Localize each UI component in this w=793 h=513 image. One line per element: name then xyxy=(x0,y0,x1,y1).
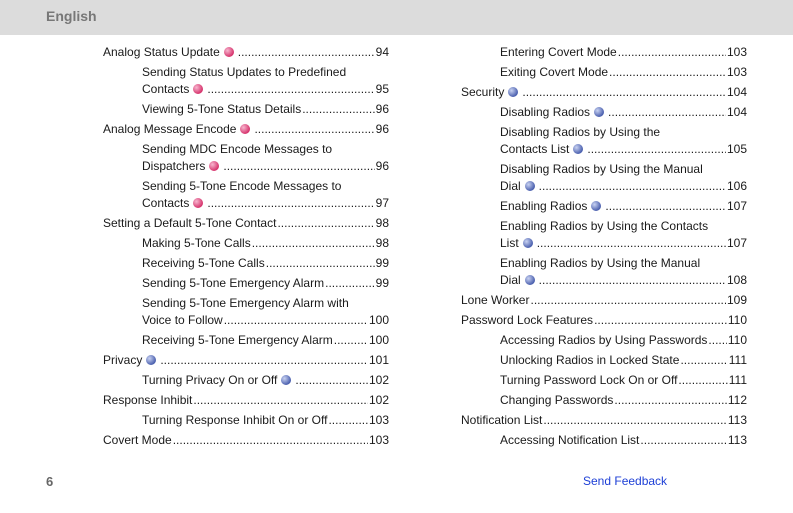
toc-entry[interactable] xyxy=(461,64,747,81)
toc-page-number: 112 xyxy=(727,393,747,407)
toc-entry[interactable] xyxy=(103,275,389,292)
toc-entry-title-line1: Enabling Radios by Using the Contacts xyxy=(500,219,709,233)
toc-entry-text: Setting a Default 5-Tone Contact xyxy=(103,216,277,230)
toc-entry[interactable] xyxy=(461,312,747,329)
toc-entry-title xyxy=(500,198,604,215)
blue-feature-icon xyxy=(591,201,601,211)
toc-entry-title-line1: Sending 5-Tone Encode Messages to xyxy=(142,179,342,193)
toc-entry-text: Response Inhibit xyxy=(103,393,193,407)
toc-page-number: 94 xyxy=(375,45,389,59)
toc-entry-text: Voice to Follow xyxy=(142,313,223,327)
toc-entry-title xyxy=(142,235,251,252)
toc-entry-text: List xyxy=(500,236,519,250)
blue-feature-icon xyxy=(525,181,535,191)
toc-entry-text: Security xyxy=(461,85,505,99)
toc-entry-title xyxy=(500,372,677,389)
page-number: 6 xyxy=(46,474,54,489)
toc-page-number: 103 xyxy=(726,45,747,59)
toc-entry-text: Unlocking Radios in Locked State xyxy=(500,353,680,367)
dot-leader xyxy=(295,372,368,389)
toc-page-number: 113 xyxy=(727,433,747,447)
toc-entry-title xyxy=(500,104,607,121)
blue-feature-icon xyxy=(525,275,535,285)
toc-entry-text: Viewing 5-Tone Status Details xyxy=(142,102,302,116)
toc-entry[interactable] xyxy=(103,178,389,212)
blue-feature-icon xyxy=(508,87,518,97)
toc-entry-title xyxy=(500,432,639,449)
dot-leader xyxy=(680,352,727,369)
toc-page-number: 103 xyxy=(368,433,389,447)
toc-page-number: 96 xyxy=(375,159,389,173)
dot-leader xyxy=(252,235,375,252)
toc-page-number: 102 xyxy=(368,373,389,387)
toc-entry-text: Enabling Radios xyxy=(500,199,588,213)
toc-entry-title xyxy=(461,412,542,429)
toc-entry[interactable] xyxy=(103,255,389,272)
toc-entry-title-line1: Sending MDC Encode Messages to xyxy=(142,142,333,156)
toc-entry-text: Turning Privacy On or Off xyxy=(142,373,278,387)
toc-entry-text: Dial xyxy=(500,273,521,287)
send-feedback-link[interactable]: Send Feedback xyxy=(583,474,668,488)
toc-entry[interactable] xyxy=(103,412,389,429)
toc-entry-text: Disabling Radios xyxy=(500,105,591,119)
dot-leader xyxy=(207,195,374,212)
toc-page-number: 105 xyxy=(726,142,747,156)
toc-entry[interactable] xyxy=(461,218,747,252)
dot-leader xyxy=(543,412,726,429)
toc-entry-title xyxy=(142,158,222,175)
toc-entry[interactable] xyxy=(103,44,389,61)
toc-entry-title xyxy=(142,255,265,272)
toc-column-left xyxy=(103,44,389,452)
toc-entry-text: Making 5-Tone Calls xyxy=(142,236,251,250)
dot-leader xyxy=(254,121,374,138)
toc-page-number: 108 xyxy=(726,273,747,287)
toc-entry[interactable] xyxy=(461,292,747,309)
toc-entry-title xyxy=(142,412,327,429)
toc-entry[interactable] xyxy=(103,121,389,138)
toc-entry-title xyxy=(103,44,237,61)
dot-leader xyxy=(522,84,726,101)
toc-entry-text: Accessing Notification List xyxy=(500,433,640,447)
toc-entry-title xyxy=(500,235,536,252)
dot-leader xyxy=(223,158,374,175)
toc-entry-text: Dial xyxy=(500,179,521,193)
toc-entry[interactable] xyxy=(461,198,747,215)
dot-leader xyxy=(277,215,374,232)
dot-leader xyxy=(160,352,368,369)
toc-page-number: 103 xyxy=(368,413,389,427)
toc-entry[interactable] xyxy=(461,432,747,449)
toc-page-number: 107 xyxy=(726,236,747,250)
toc-entry-title xyxy=(142,312,223,329)
toc-entry-text: Sending 5-Tone Emergency Alarm xyxy=(142,276,325,290)
toc-entry-title xyxy=(461,312,593,329)
toc-entry[interactable] xyxy=(461,255,747,289)
toc-page-number: 99 xyxy=(375,256,389,270)
toc-entry-text: Contacts xyxy=(142,196,190,210)
dot-leader xyxy=(537,235,726,252)
toc-page-number: 96 xyxy=(375,122,389,136)
pink-feature-icon xyxy=(209,161,219,171)
toc-page-number: 100 xyxy=(368,333,389,347)
toc-entry[interactable] xyxy=(103,235,389,252)
toc-entry[interactable] xyxy=(103,295,389,329)
toc-entry[interactable] xyxy=(103,432,389,449)
toc-entry-title xyxy=(461,84,521,101)
toc-entry[interactable] xyxy=(461,372,747,389)
toc-page-number: 106 xyxy=(726,179,747,193)
toc-page-number: 103 xyxy=(726,65,747,79)
toc-page-number: 109 xyxy=(726,293,747,307)
toc-entry-text: Contacts xyxy=(142,82,190,96)
toc-entry-title-line1: Sending Status Updates to Predefined xyxy=(142,65,347,79)
toc-entry-text: Exiting Covert Mode xyxy=(500,65,609,79)
dot-leader xyxy=(193,392,368,409)
language-label: English xyxy=(46,8,97,24)
blue-feature-icon xyxy=(594,107,604,117)
dot-leader xyxy=(325,275,375,292)
blue-feature-icon xyxy=(523,238,533,248)
toc-entry[interactable] xyxy=(461,392,747,409)
toc-column-right xyxy=(461,44,747,452)
toc-page-number: 97 xyxy=(375,196,389,210)
toc-entry-title xyxy=(500,272,538,289)
toc-entry-text: Notification List xyxy=(461,413,543,427)
pink-feature-icon xyxy=(240,124,250,134)
dot-leader xyxy=(608,104,726,121)
toc-entry-text: Dispatchers xyxy=(142,159,206,173)
toc-entry-title xyxy=(142,101,301,118)
toc-page-number: 104 xyxy=(726,85,747,99)
toc-entry-text: Turning Response Inhibit On or Off xyxy=(142,413,328,427)
pink-feature-icon xyxy=(224,47,234,57)
pink-feature-icon xyxy=(193,84,203,94)
toc-entry[interactable] xyxy=(103,141,389,175)
toc-entry-title xyxy=(500,352,679,369)
toc-entry-title-line1: Disabling Radios by Using the xyxy=(500,125,661,139)
toc-page-number: 110 xyxy=(727,333,747,347)
toc-page-number: 96 xyxy=(375,102,389,116)
toc-entry-title xyxy=(500,332,707,349)
toc-entry-title xyxy=(142,372,294,389)
dot-leader xyxy=(207,81,374,98)
toc-page-number: 111 xyxy=(728,373,747,387)
toc-entry-title-line1: Enabling Radios by Using the Manual xyxy=(500,256,701,270)
dot-leader xyxy=(587,141,726,158)
toc-entry-text: Accessing Radios by Using Passwords xyxy=(500,333,708,347)
dot-leader xyxy=(614,392,726,409)
toc-entry-text: Entering Covert Mode xyxy=(500,45,617,59)
toc-entry-title xyxy=(461,292,529,309)
toc-entry[interactable] xyxy=(461,44,747,61)
toc-entry[interactable] xyxy=(103,64,389,98)
toc-page-number: 104 xyxy=(726,105,747,119)
toc-entry[interactable] xyxy=(461,352,747,369)
dot-leader xyxy=(640,432,726,449)
toc-entry-text: Contacts List xyxy=(500,142,570,156)
toc-entry-title-line1: Disabling Radios by Using the Manual xyxy=(500,162,703,176)
blue-feature-icon xyxy=(573,144,583,154)
toc-entry[interactable] xyxy=(103,332,389,349)
toc-entry-title xyxy=(142,275,324,292)
dot-leader xyxy=(328,412,368,429)
toc-entry-text: Privacy xyxy=(103,353,143,367)
toc-entry-title xyxy=(103,432,172,449)
toc-entry-title xyxy=(142,81,206,98)
toc-entry-title xyxy=(103,352,159,369)
toc-entry-text: Turning Password Lock On or Off xyxy=(500,373,678,387)
toc-entry-text: Analog Message Encode xyxy=(103,122,237,136)
toc-page-number: 98 xyxy=(375,216,389,230)
toc-entry[interactable] xyxy=(103,101,389,118)
dot-leader xyxy=(678,372,727,389)
toc-entry[interactable] xyxy=(461,161,747,195)
toc-entry[interactable] xyxy=(461,332,747,349)
pink-feature-icon xyxy=(193,198,203,208)
toc-entry[interactable] xyxy=(103,352,389,369)
toc-entry-text: Lone Worker xyxy=(461,293,530,307)
toc-entry-text: Analog Status Update xyxy=(103,45,220,59)
toc-entry-text: Password Lock Features xyxy=(461,313,594,327)
toc-page-number: 110 xyxy=(727,313,747,327)
toc-entry[interactable] xyxy=(461,124,747,158)
toc-page-number: 100 xyxy=(368,313,389,327)
dot-leader xyxy=(594,312,727,329)
toc-entry-title xyxy=(103,392,192,409)
dot-leader xyxy=(609,64,726,81)
dot-leader xyxy=(539,178,726,195)
toc-entry-title xyxy=(142,195,206,212)
dot-leader xyxy=(618,44,726,61)
toc-page-number: 111 xyxy=(728,353,747,367)
toc-entry-title xyxy=(500,44,617,61)
toc-entry-title-line1: Sending 5-Tone Emergency Alarm with xyxy=(142,296,349,310)
blue-feature-icon xyxy=(281,375,291,385)
toc-entry-text: Receiving 5-Tone Emergency Alarm xyxy=(142,333,333,347)
dot-leader xyxy=(708,332,726,349)
toc-entry[interactable] xyxy=(461,412,747,429)
dot-leader xyxy=(605,198,726,215)
toc-entry-text: Changing Passwords xyxy=(500,393,614,407)
dot-leader xyxy=(539,272,726,289)
dot-leader xyxy=(530,292,725,309)
toc-entry-title xyxy=(500,141,586,158)
toc-page-number: 107 xyxy=(726,199,747,213)
toc-entry-title xyxy=(103,215,276,232)
toc-entry-title xyxy=(500,64,608,81)
toc-entry[interactable] xyxy=(461,84,747,101)
toc-page-number: 102 xyxy=(368,393,389,407)
toc-page-number: 113 xyxy=(727,413,747,427)
toc-entry-text: Receiving 5-Tone Calls xyxy=(142,256,265,270)
toc-entry[interactable] xyxy=(103,372,389,389)
dot-leader xyxy=(238,44,375,61)
toc-page-number: 98 xyxy=(375,236,389,250)
toc-entry-text: Covert Mode xyxy=(103,433,172,447)
dot-leader xyxy=(266,255,375,272)
toc-page-number: 95 xyxy=(375,82,389,96)
page-header xyxy=(0,0,793,35)
toc-entry-title xyxy=(142,332,333,349)
blue-feature-icon xyxy=(146,355,156,365)
dot-leader xyxy=(173,432,368,449)
toc-entry-title xyxy=(500,392,613,409)
toc-page-number: 99 xyxy=(375,276,389,290)
dot-leader xyxy=(224,312,368,329)
toc-entry[interactable] xyxy=(103,392,389,409)
toc-entry-title xyxy=(500,178,538,195)
dot-leader xyxy=(334,332,368,349)
toc-entry-title xyxy=(103,121,253,138)
toc-entry[interactable] xyxy=(103,215,389,232)
toc-entry[interactable] xyxy=(461,104,747,121)
dot-leader xyxy=(302,101,374,118)
toc-page-number: 101 xyxy=(368,353,389,367)
